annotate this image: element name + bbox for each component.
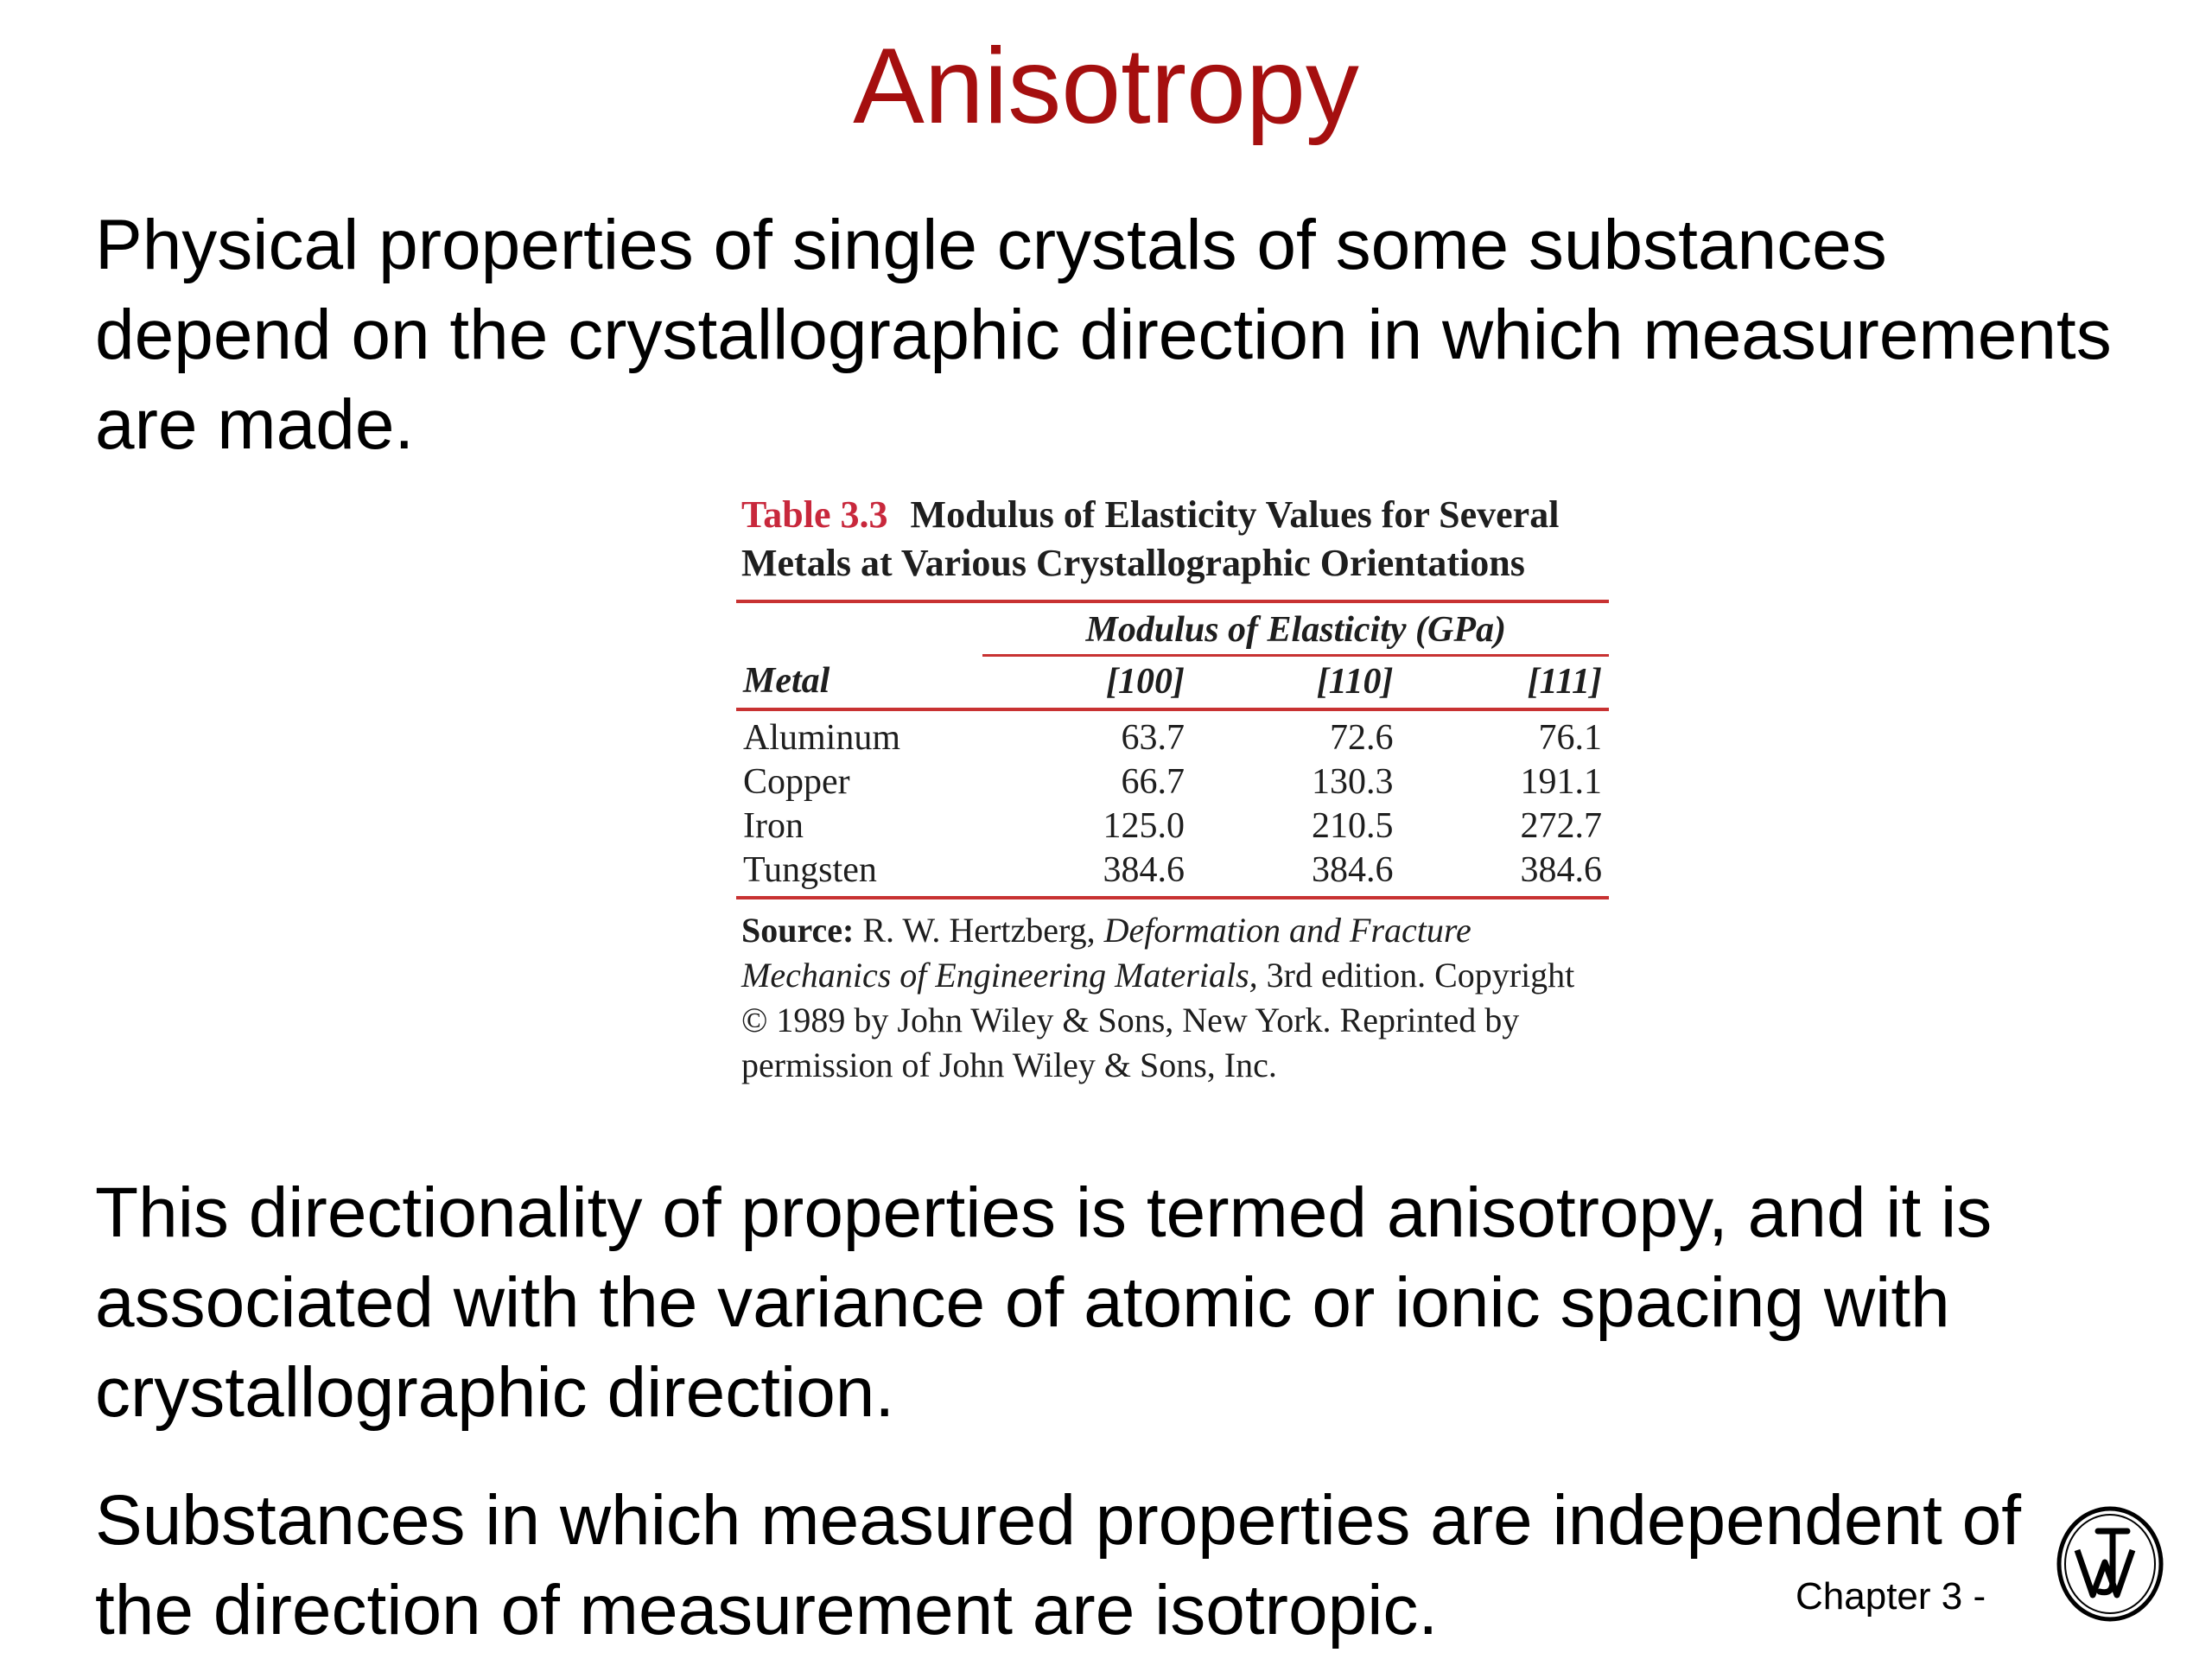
value-110: 72.6 — [1329, 718, 1394, 758]
value-100: 66.7 — [1121, 762, 1185, 802]
elasticity-table — [736, 603, 1609, 899]
table-row — [736, 760, 1609, 804]
page-title: Anisotropy — [853, 27, 1359, 146]
column-header-row — [736, 656, 1609, 710]
table-row — [736, 804, 1609, 849]
value-111: 191.1 — [1520, 762, 1602, 802]
table-row — [736, 709, 1609, 760]
intro-paragraph: Physical properties of single crystals of some substances depend on the crystallographic direction in which measurements are made. — [95, 206, 2112, 464]
metal-name: Aluminum — [743, 718, 901, 758]
value-111: 384.6 — [1400, 849, 1609, 898]
value-111: 272.7 — [1520, 806, 1602, 846]
metal-name: Copper — [743, 762, 850, 802]
value-110: 130.3 — [1311, 762, 1394, 802]
group-header-row — [736, 603, 1609, 656]
table-caption — [741, 491, 1609, 588]
value-110: 384.6 — [1192, 849, 1400, 898]
metal-name: Tungsten — [736, 849, 982, 898]
source-label: Source: — [741, 911, 855, 950]
anisotropy-paragraph: This directionality of properties is termed anisotropy, and it is associated with the variance of atomic or ionic spacing with crystallographic direction. — [95, 1173, 1993, 1432]
column-header-metal: Metal — [736, 656, 982, 710]
value-110: 210.5 — [1311, 806, 1394, 846]
value-100: 63.7 — [1121, 718, 1185, 758]
table-source-note — [741, 908, 1609, 1088]
source-details: 3rd edition. Copyright © 1989 by John Wiley & Sons, New York. Reprinted by permission of John Wiley & Sons, Inc. — [741, 956, 1575, 1084]
chapter-footer: Chapter 3 - — [1796, 1575, 1986, 1618]
table-caption-text: Modulus of Elasticity Values for Several Metals at Various Crystallographic Orientations — [741, 493, 1560, 584]
column-header-100: [100] — [982, 656, 1191, 710]
value-100: 384.6 — [982, 849, 1191, 898]
elasticity-table-figure — [736, 486, 1609, 1088]
isotropic-paragraph: Substances in which measured properties are independent of the direction of measurement are isotropic. — [95, 1481, 2022, 1649]
table-row — [736, 849, 1609, 898]
value-111: 76.1 — [1538, 718, 1602, 758]
source-book-title: Deformation and Fracture Mechanics of Engineering Materials, — [741, 911, 1471, 995]
table-label: Table 3.3 — [741, 493, 888, 536]
value-100: 125.0 — [1103, 806, 1185, 846]
source-author: R. W. Hertzberg, — [862, 911, 1096, 950]
wiley-logo-icon — [2055, 1505, 2165, 1623]
group-header: Modulus of Elasticity (GPa) — [982, 603, 1609, 656]
column-header-111: [111] — [1400, 656, 1609, 710]
column-header-110: [110] — [1192, 656, 1400, 710]
metal-name: Iron — [743, 806, 804, 846]
